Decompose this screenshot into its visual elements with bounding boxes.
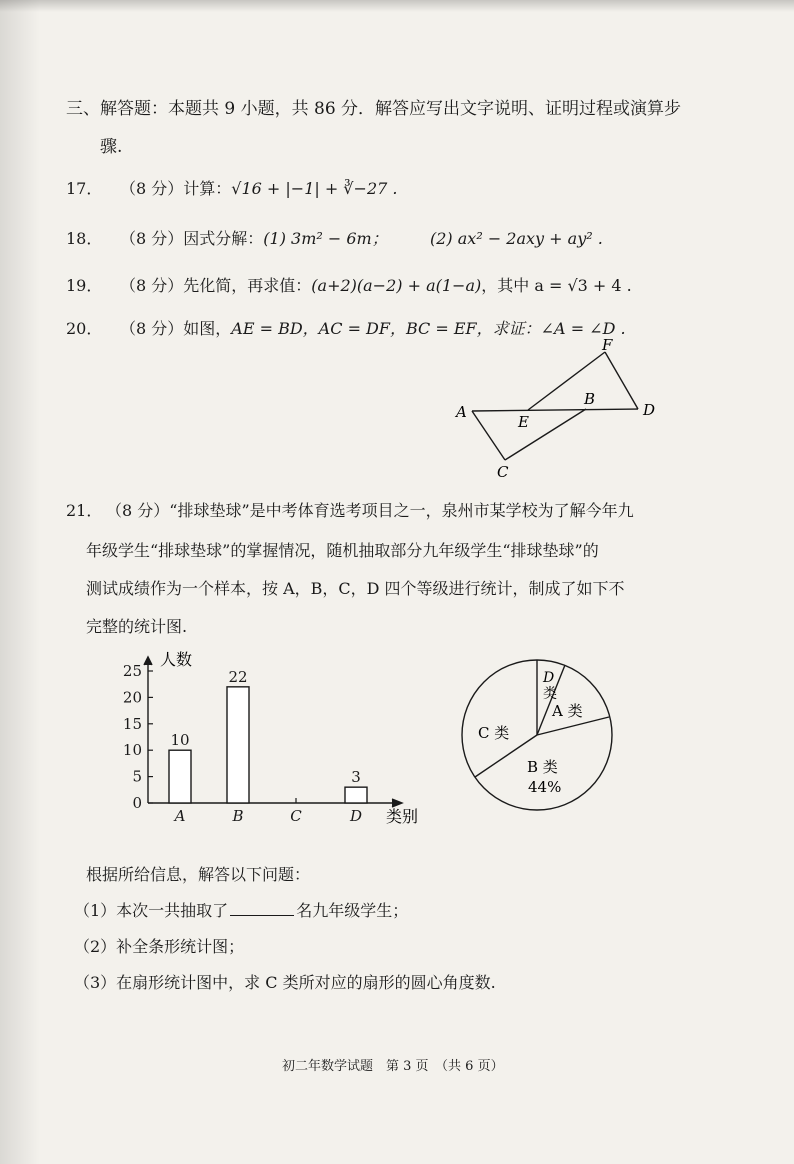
- slice-label-d-letter: D: [543, 670, 555, 686]
- label-a: A: [456, 403, 467, 421]
- pie-chart: [452, 650, 622, 820]
- question-expression-2: (2) ax² − 2axy + ay² .: [430, 229, 603, 248]
- slice-label-c: C 类: [478, 724, 510, 742]
- data-label-d: 3: [351, 768, 361, 787]
- question-21-line-3: 测试成绩作为一个样本，按 A，B，C，D 四个等级进行统计，制成了如下不: [86, 579, 625, 598]
- question-18: [66, 228, 388, 250]
- section-title-cont: 骤.: [100, 137, 123, 157]
- y-tick-label: 10: [122, 741, 142, 760]
- question-expression: AE = BD，AC = DF，BC = EF，求证：∠A = ∠D .: [231, 319, 626, 338]
- question-expression-1: (1) 3m² − 6m；: [263, 229, 388, 248]
- bar-chart: [120, 645, 440, 830]
- section-title: 三、解答题：本题共 9 小题，共 86 分．解答应写出文字说明、证明过程或演算步: [66, 99, 682, 119]
- label-d: D: [643, 401, 656, 419]
- y-tick-label: 20: [122, 688, 142, 707]
- x-axis-arrow: [392, 799, 402, 807]
- slice-value-b: 44%: [528, 778, 562, 796]
- question-21-line-1: （8 分）“排球垫球”是中考体育选考项目之一，泉州市某学校为了解今年九: [106, 501, 634, 520]
- question-21: [66, 500, 634, 522]
- y-tick-label: 5: [132, 767, 142, 786]
- question-19: [66, 275, 632, 297]
- scan-top-shadow: [0, 0, 794, 12]
- scan-edge-shadow: [0, 0, 40, 1164]
- x-tick-label: D: [349, 807, 363, 825]
- slice-label-d: 类: [543, 686, 557, 702]
- question-21-line-4: 完整的统计图.: [86, 617, 188, 636]
- y-tick-label: 0: [132, 794, 142, 812]
- question-points: （8 分）因式分解：: [120, 229, 264, 248]
- y-tick-label: 25: [122, 662, 142, 680]
- y-axis-arrow: [144, 657, 152, 665]
- question-points: （8 分）先化简，再求值：: [120, 276, 312, 295]
- label-c: C: [497, 463, 509, 481]
- bar-a: [169, 750, 191, 803]
- y-axis-label: 人数: [160, 650, 193, 669]
- followup-q2: （2）补全条形统计图；: [74, 937, 245, 956]
- question-number: 19．: [66, 276, 103, 295]
- segment-ac: [472, 411, 505, 460]
- label-e: E: [518, 413, 529, 431]
- slice-label-b: B 类: [527, 758, 558, 776]
- question-number: 17．: [66, 179, 103, 198]
- x-axis-label: 类别: [386, 807, 419, 826]
- page-footer: 初二年数学试题 第 3 页 （共 6 页）: [282, 1059, 504, 1074]
- question-number: 21．: [66, 501, 103, 520]
- y-tick-label: 15: [122, 714, 142, 733]
- answer-blank[interactable]: [230, 901, 294, 916]
- question-number: 20．: [66, 319, 103, 338]
- followup-q1: [74, 900, 408, 922]
- slice-label-a: A 类: [552, 702, 583, 720]
- data-label-a: 10: [170, 731, 190, 750]
- followup-intro: 根据所给信息，解答以下问题：: [86, 865, 311, 884]
- followup-q1-text-end: 名九年级学生；: [296, 901, 409, 920]
- question-condition: ，其中 a = √3 + 4 .: [481, 276, 632, 295]
- bar-b: [227, 687, 249, 803]
- segment-ad: [472, 409, 638, 411]
- followup-q3: （3）在扇形统计图中，求 C 类所对应的扇形的圆心角度数.: [74, 973, 496, 992]
- label-f: F: [602, 336, 613, 354]
- followup-q1-text: （1）本次一共抽取了: [74, 901, 229, 920]
- geometry-figure: [450, 336, 670, 486]
- x-tick-label: A: [174, 807, 186, 825]
- x-tick-label: B: [232, 807, 244, 825]
- question-21-line-2: 年级学生“排球垫球”的掌握情况，随机抽取部分九年级学生“排球垫球”的: [86, 541, 599, 560]
- question-17: [66, 178, 398, 200]
- question-number: 18．: [66, 229, 103, 248]
- x-tick-label: C: [290, 807, 302, 825]
- label-b: B: [584, 390, 596, 408]
- question-expression: (a+2)(a−2) + a(1−a): [311, 276, 482, 295]
- question-expression: √16 + |−1| + ∛−27 .: [231, 179, 398, 198]
- question-points: （8 分）计算：: [120, 179, 232, 198]
- question-points: （8 分）如图，: [120, 319, 232, 338]
- segment-fd: [605, 352, 638, 409]
- bar-d: [345, 787, 367, 803]
- data-label-b: 22: [228, 667, 248, 686]
